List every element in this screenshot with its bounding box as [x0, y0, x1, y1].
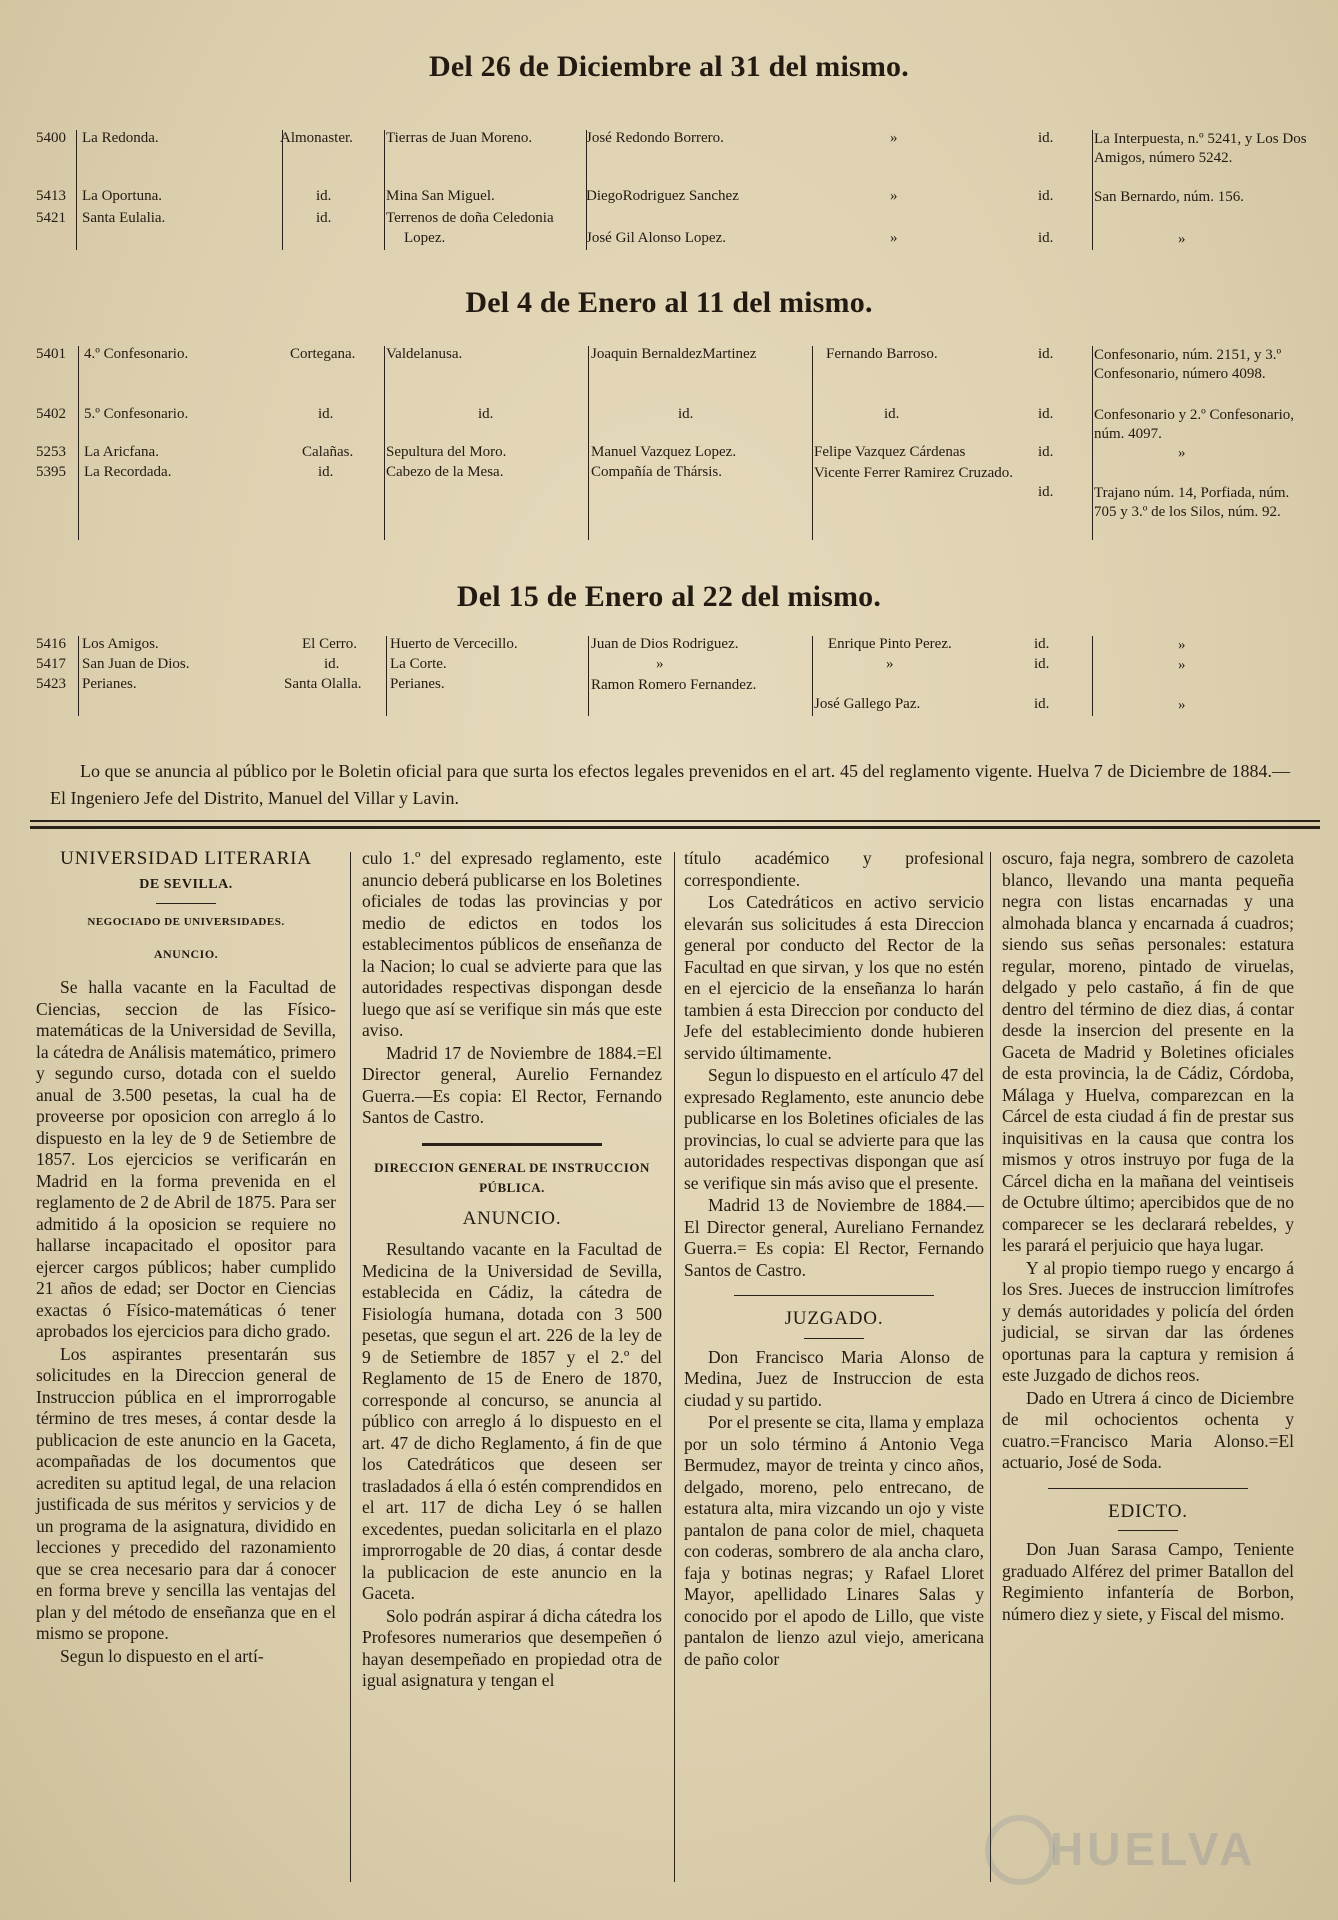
mine-status: id. [1038, 444, 1054, 460]
paragraph: Por el presente se cita, llama y emplaza por un solo término á Antonio Vega Bermudez, mayor de treinta y cinco años, delgado, moreno, pelo entrecano, de estatura alta, mira vizcando un ojo y viste pantalon de pana color de miel, chaqueta con coderas, sombrero de ala ancha claro, faja y botinas negras; y Rafael Lloret Mayor, apellidado Linares Salas y conocido por el apodo de Lillo, que viste pantalon de lienzo azul viejo, americana de paño color [684, 1412, 984, 1669]
mine-representative: » [890, 230, 898, 246]
paragraph: Don Juan Sarasa Campo, Teniente graduado Alférez del primer Batallon del Regimiento infantería de Borbon, número diez y siete, y Fiscal del mismo. [1002, 1539, 1294, 1624]
mine-term: id. [324, 656, 340, 672]
section-rule [734, 1295, 934, 1296]
library-stamp: HUELVA [1050, 1823, 1257, 1875]
paragraph: Madrid 13 de Noviembre de 1884.— El Director general, Aureliano Fernandez Guerra.= Es copia: El Rector, Fernando Santos de Castro. [684, 1195, 984, 1280]
paragraph: Segun lo dispuesto en el artí- [60, 1645, 264, 1666]
table-row [28, 656, 1318, 676]
mine-representative: Enrique Pinto Perez. [828, 636, 952, 652]
mine-status: id. [1038, 188, 1054, 204]
mine-paraje: Mina San Miguel. [386, 188, 495, 204]
mine-status: id. [1038, 346, 1054, 362]
mine-term: id. [316, 188, 332, 204]
mine-neighbors: » [1178, 637, 1186, 653]
direction-title: DIRECCION GENERAL DE INSTRUCCION PÚBLICA. [374, 1159, 650, 1195]
mine-registrant: » [656, 656, 664, 672]
mine-registrant: Joaquin BernaldezMartinez [591, 346, 757, 362]
mine-neighbors: » [1178, 657, 1186, 673]
mine-paraje: Perianes. [390, 676, 445, 692]
paragraph: Resultando vacante en la Facultad de Medicina de la Universidad de Sevilla, establecida en Cádiz, la cátedra de Fisiología humana, dotada con 3 500 pesetas, que segun el art. 226 de la ley de 9 de Setiembre de 1857 y el 2.º del Reglamento de 15 de Enero de 1870, corresponde al concurso, se anuncia al público con arreglo á lo dispuesto en el art. 47 de dicho Reglamento, á fin de que los Catedráticos que deseen ser trasladados á ella ó estén comprendidos en el art. 117 de dicha Ley ó se hallen excedentes, puedan solicitarla en el plazo improrrogable de 20 dias, á contar desde la publicacion de este anuncio en la Gaceta. [362, 1239, 662, 1603]
mine-name: La Recordada. [84, 464, 172, 480]
mine-term: Cortegana. [290, 346, 356, 362]
paragraph: Los Catedráticos en activo servicio elevarán sus solicitudes á esta Direccion general por conducto del Rector de la Facultad en que sirvan, y los que no estén en el ejercicio de la enseñanza lo harán tambien á esta Direccion por conducto del Jefe del establecimiento donde hubieren servido últimamente. [684, 892, 984, 1063]
mine-paraje: Sepultura del Moro. [386, 444, 507, 460]
column-rule [674, 852, 675, 1882]
paragraph: Dado en Utrera á cinco de Diciembre de mil ochocientos ochenta y cuatro.=Francisco Maria Alonso.=El actuario, José de Soda. [1002, 1387, 1294, 1472]
mine-registrant: Ramon Romero Fernandez. [591, 677, 757, 693]
table-row [28, 406, 1318, 442]
mine-number: 5421 [36, 210, 66, 226]
mine-representative: id. [884, 406, 900, 422]
section-heading-1: Del 26 de Diciembre al 31 del mismo. [429, 50, 909, 83]
notice-text: Lo que se anuncia al público por le Boletin oficial para que surta los efectos legales prevenidos en el art. 45 del reglamento vigente. Huelva 7 de Diciembre de 1884.—El Ingeniero Jefe del Distrito, Manuel del Villar y Lavin. [50, 761, 1290, 808]
section-heading-2: Del 4 de Enero al 11 del mismo. [465, 286, 873, 319]
mine-number: 5413 [36, 188, 66, 204]
mine-neighbors: Confesonario, núm. 2151, y 3.º Confesonario, número 4098. [1094, 347, 1282, 382]
announcement-label: ANUNCIO. [462, 1207, 562, 1229]
short-rule [804, 1338, 864, 1339]
mine-paraje: Huerto de Vercecillo. [390, 636, 518, 652]
divider-rule [30, 820, 1320, 822]
mine-name: La Aricfana. [84, 444, 159, 460]
mine-term: Calañas. [302, 444, 354, 460]
section-rule [422, 1143, 602, 1146]
paragraph: Solo podrán aspirar á dicha cátedra los Profesores numerarios que desempeñen ó hayan desempeñado en propiedad otra de igual asignatura y tengan el [362, 1605, 662, 1690]
legal-notice [50, 758, 1290, 812]
divider-rule-thick [30, 826, 1320, 829]
mine-neighbors: Trajano núm. 14, Porfiada, núm. 705 y 3.º de los Silos, núm. 92. [1094, 485, 1290, 520]
mine-representative: Felipe Vazquez Cárdenas [814, 444, 966, 460]
mine-registrant: José Gil Alonso Lopez. [586, 230, 726, 246]
mine-registrant: José Redondo Borrero. [586, 130, 724, 146]
mine-status: id. [1034, 696, 1050, 712]
column-1 [36, 848, 336, 1668]
mine-number: 5402 [36, 406, 66, 422]
mine-status: id. [1038, 484, 1054, 500]
mine-neighbors: La Interpuesta, n.º 5241, y Los Dos Amigos, número 5242. [1094, 131, 1307, 166]
mine-name: La Oportuna. [82, 188, 162, 204]
mine-name: Los Amigos. [82, 636, 159, 652]
table-row [28, 130, 1318, 166]
mine-representative: » [886, 656, 894, 672]
mine-term: El Cerro. [302, 636, 357, 652]
mine-paraje-cont: Lopez. [404, 230, 446, 246]
mine-name: San Juan de Dios. [82, 656, 190, 672]
mine-paraje: Tierras de Juan Moreno. [386, 130, 533, 146]
table-row [28, 210, 1318, 247]
announcement-label: ANUNCIO. [153, 946, 219, 961]
department-name: NEGOCIADO DE UNIVERSIDADES. [87, 916, 285, 928]
mine-neighbors: » [1178, 231, 1186, 247]
paragraph: Madrid 17 de Noviembre de 1884.=El Director general, Aurelio Fernandez Guerra.—Es copia: El Rector, Fernando Santos de Castro. [362, 1042, 662, 1127]
mine-name: La Redonda. [82, 130, 159, 146]
paragraph: Los aspirantes presentarán sus solicitudes en la Direccion general de Instruccion pública en el improrrogable término de tres meses, á contar desde la publicacion de este anuncio en la Gaceta, acompañadas de los documentos que acrediten su aptitud legal, de una relacion justificada de sus méritos y servicios y de un programa de la asignatura, dividido en lecciones y precedido del razonamiento que se crea necesario para dar á conocer en forma breve y sencilla las ventajas del plan y del método de enseñanza que en el mismo se propone. [36, 1343, 336, 1643]
mine-term: id. [318, 464, 334, 480]
mine-term: id. [318, 406, 334, 422]
mine-representative: José Gallego Paz. [814, 696, 921, 712]
mine-number: 5417 [36, 656, 66, 672]
mine-neighbors: Confesonario y 2.º Confesonario, núm. 4097. [1094, 407, 1295, 442]
paragraph: Se halla vacante en la Facultad de Ciencias, seccion de las Físico-matemáticas de la Universidad de Sevilla, la cátedra de Análisis matemático, primero y segundo curso, dotada con el sueldo anual de 3.500 pesetas, la cual ha de proveerse por oposicion con arreglo á lo dispuesto en la ley de 9 de Setiembre de 1857. Los ejercicios se verificarán en Madrid en la forma prevenida en el reglamento de 2 de Abril de 1875. Para ser admitido á la oposicion se requiere no hallarse incapacitado el opositor para ejercer cargos públicos; haber cumplido 21 años de edad; ser Doctor en Ciencias exactas ó Físico-matemáticas ó tener aprobados los ejercicios para dicho grado. [36, 977, 336, 1341]
table-row [28, 636, 1318, 656]
mine-number: 5423 [36, 676, 66, 692]
paragraph: Don Francisco Maria Alonso de Medina, Juez de Instruccion de esta ciudad y su partido. [684, 1346, 984, 1410]
mine-paraje: Terrenos de doña Celedonia [386, 210, 554, 226]
edict-title: EDICTO. [1108, 1500, 1188, 1522]
mine-number: 5401 [36, 346, 66, 362]
table-row [28, 676, 1318, 713]
mine-name: Perianes. [82, 676, 137, 692]
mine-paraje: id. [478, 406, 494, 422]
mine-paraje: Cabezo de la Mesa. [386, 464, 504, 480]
paragraph: culo 1.º del expresado reglamento, este anuncio deberá publicarse en los Boletines oficiales de todas las provincias y por medio de edictos en todos los establecimentos públicos de enseñanza de la Nacion; lo cual se advierte para que las autoridades respectivas dispongan desde luego que así se verifique sin más que este aviso. [362, 848, 662, 1040]
university-title: UNIVERSIDAD LITERARIA [60, 848, 312, 869]
mine-name: 5.º Confesonario. [84, 406, 189, 422]
table-row [28, 346, 1318, 382]
section-heading-3: Del 15 de Enero al 22 del mismo. [456, 580, 882, 613]
mine-representative: Vicente Ferrer Ramirez Cruzado. [814, 465, 1014, 481]
column-4 [1002, 848, 1294, 1626]
mine-number: 5253 [36, 444, 66, 460]
column-rule [350, 852, 351, 1882]
paragraph: Y al propio tiempo ruego y encargo á los Sres. Jueces de instruccion limítrofes y demás autoridades y policía del órden judicial, se sirvan dar las órdenes oportunas para la captura y remision á este Juzgado de dichos reos. [1002, 1257, 1294, 1385]
mine-representative: Fernando Barroso. [826, 346, 938, 362]
mine-representative: » [890, 130, 898, 146]
paragraph: título académico y profesional correspondiente. [684, 848, 984, 890]
paragraph: oscuro, faja negra, sombrero de cazoleta blanco, llevando una manta pequeña negra con listas encarnadas y una almohada blanca y encarnada á cuadros; siendo sus señas personales: estatura regular, moreno, pintado de viruelas, delgado y pelo castaño, á fin de que dentro del término de diez dias, á contar desde la insercion del presente en la Gaceta de Madrid y Boletines oficiales de esta provincia, la de Cádiz, Córdoba, Málaga y Huelva, comparezcan en la Cárcel de esta ciudad á fin de prestar sus inquisitivas en la causa que contra los mismos y otros instruyo por fuga de la Cárcel dicha en la mañana del veintiseis de Octubre último; apercibidos que de no comparecer se les declarará rebeldes, y les parará el perjuicio que haya lugar. [1002, 848, 1294, 1255]
mine-status: id. [1034, 656, 1050, 672]
mine-neighbors: » [1178, 445, 1186, 461]
table-row [28, 444, 1318, 464]
mine-neighbors: San Bernardo, núm. 156. [1094, 189, 1244, 205]
column-2 [362, 848, 662, 1693]
table-row [28, 188, 1318, 208]
mine-name: 4.º Confesonario. [84, 346, 189, 362]
paragraph: Segun lo dispuesto en el artículo 47 del expresado Reglamento, este anuncio debe publicarse en los Boletines oficiales de las provincias, lo cual se advierte para que las autoridades respectivas dispongan que así se verifique sin más aviso que el presente. [684, 1065, 984, 1193]
mine-status: id. [1038, 130, 1054, 146]
mine-representative: » [890, 188, 898, 204]
mine-status: id. [1038, 230, 1054, 246]
court-title: JUZGADO. [784, 1308, 884, 1329]
mine-name: Santa Eulalia. [82, 210, 166, 226]
library-stamp-icon [985, 1815, 1055, 1885]
mine-term: id. [316, 210, 332, 226]
column-3 [684, 848, 984, 1671]
mine-registrant: Compañía de Thársis. [591, 464, 722, 480]
mine-status: id. [1038, 406, 1054, 422]
mine-status: id. [1034, 636, 1050, 652]
mine-number: 5400 [36, 130, 66, 146]
mine-registrant: Juan de Dios Rodriguez. [591, 636, 739, 652]
mine-registrant: Manuel Vazquez Lopez. [591, 444, 737, 460]
section-rule [1048, 1488, 1248, 1489]
mine-neighbors: » [1178, 697, 1186, 713]
table-row [28, 464, 1318, 520]
mine-registrant: DiegoRodriguez Sanchez [586, 188, 739, 204]
short-rule [1118, 1530, 1178, 1531]
mine-term: Almonaster. [280, 130, 353, 146]
mine-number: 5395 [36, 464, 66, 480]
mine-term: Santa Olalla. [284, 676, 362, 692]
mine-paraje: La Corte. [390, 656, 447, 672]
column-rule [990, 852, 991, 1882]
mine-number: 5416 [36, 636, 66, 652]
university-subtitle: DE SEVILLA. [139, 876, 233, 892]
mine-registrant: id. [678, 406, 694, 422]
short-rule [156, 903, 216, 904]
mine-paraje: Valdelanusa. [386, 346, 463, 362]
